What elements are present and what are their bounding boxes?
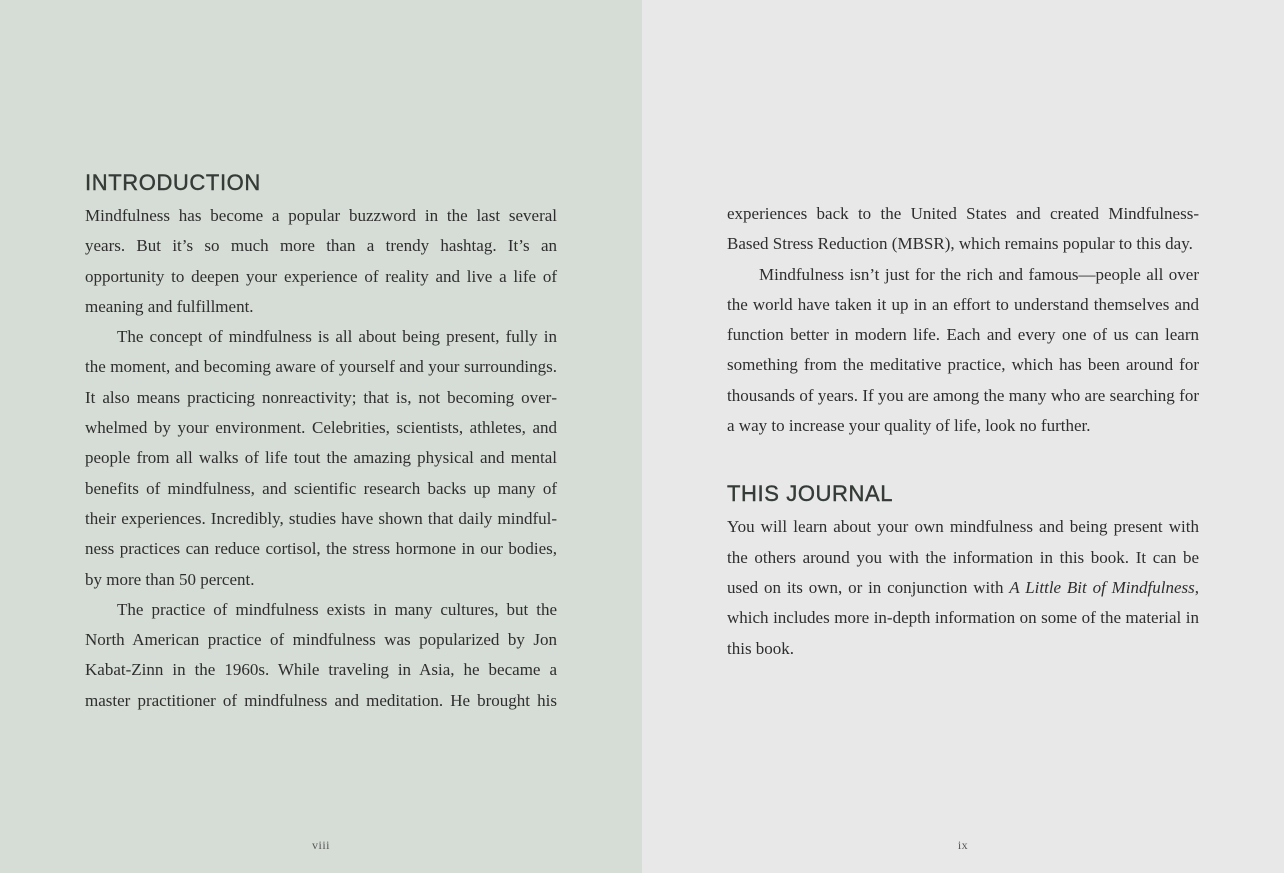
continued-paragraph: experiences back to the United States and created Mindfulness-Based Stress Reduction (MBSR), which remains popular to this day. — [727, 204, 1199, 254]
this-journal-heading: THIS JOURNAL — [727, 481, 894, 507]
right-page — [642, 0, 1284, 873]
page-number-right: ix — [957, 838, 969, 852]
page-number-left: viii — [311, 838, 330, 852]
intro-paragraph-1: Mindfulness has become a popular buzzword in the last several years. But it’s so much more than a trendy hashtag. It’s an opportunity to deepen your experience of reality and live a life of meaning and fulfillment. — [85, 206, 557, 316]
journal-paragraph — [727, 512, 1199, 663]
journal-text-after: , which includes more in-depth information on some of the material in this book. — [727, 577, 1199, 658]
introduction-heading: INTRODUCTION — [85, 170, 261, 195]
intro-paragraph-2: The concept of mindfulness is all about being present, fully in the moment, and becoming aware of yourself and your surroundings. It also means practicing nonreactivity; that is, not becoming overwhelmed by your environment. Celebrities, scientists, athletes, and people from all walks of life tout the amazing physical and mental benefits of mindfulness, and scientific research backs up many of their experiences. Incredibly, studies have shown that daily mindfulness practices can reduce cortisol, the stress hormone in our bodies, by more than 50 percent. — [85, 327, 557, 589]
mindfulness-paragraph: Mindfulness isn’t just for the rich and famous—people all over the world have taken it up in an effort to understand themselves and function better in modern life. Each and every one of us can learn something from the meditative practice, which has been around for thousands of years. If you are among the many who are searching for a way to increase your quality of life, look no further. — [727, 264, 1199, 436]
intro-paragraph-3: The practice of mindfulness exists in many cultures, but the North American practice of mindfulness was popularized by Jon Kabat-Zinn in the 1960s. While traveling in Asia, he became a master practitioner of mindfulness and meditation. He brought his — [85, 599, 557, 710]
left-text-block — [85, 166, 557, 716]
journal-text-before: You will learn about your own mindfulness and being present with the others around you with the information in this book. It can be used on its own, or in conjunction with — [727, 517, 1199, 597]
right-text-block — [727, 199, 1199, 664]
book-title: A Little Bit of Mindfulness — [1009, 577, 1195, 597]
